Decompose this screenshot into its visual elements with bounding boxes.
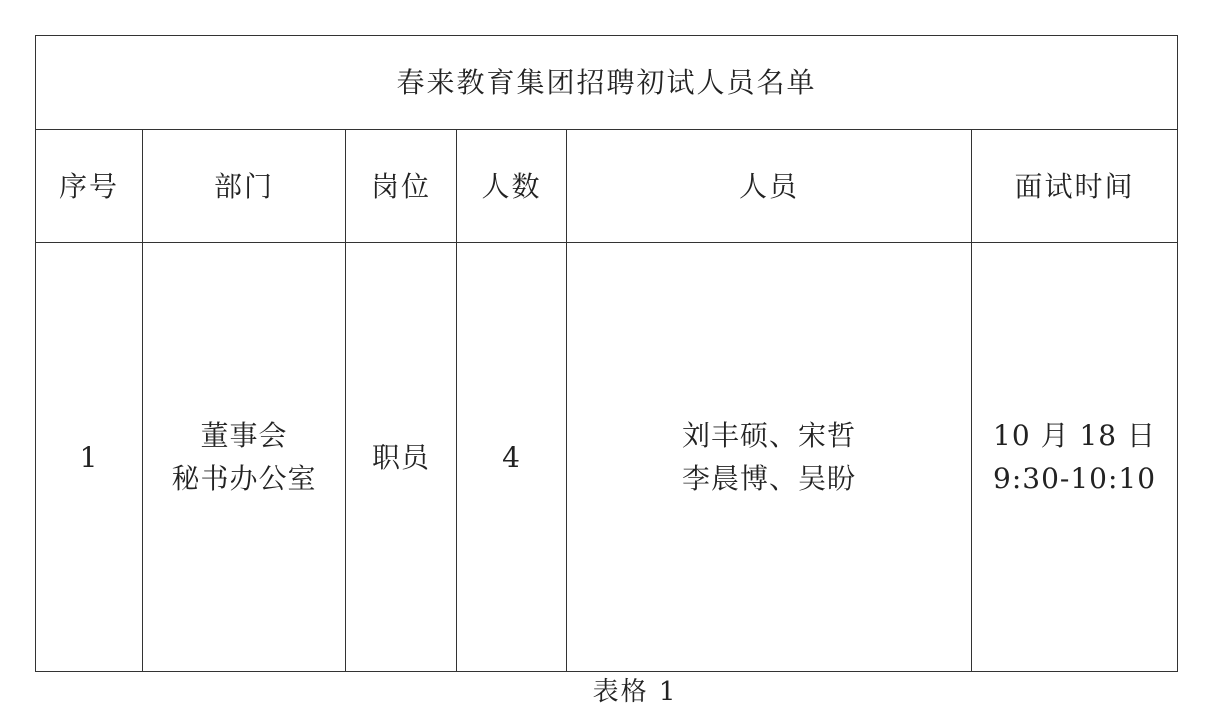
cell-time xyxy=(972,243,1178,672)
header-index: 序号 xyxy=(36,130,143,243)
header-people: 人员 xyxy=(567,130,972,243)
cell-position: 职员 xyxy=(346,243,457,672)
candidate-table xyxy=(35,35,1178,672)
table-row xyxy=(36,243,1178,672)
table-title: 春来教育集团招聘初试人员名单 xyxy=(36,36,1178,130)
header-count: 人数 xyxy=(457,130,567,243)
department-line: 秘书办公室 xyxy=(171,462,317,495)
people-line: 刘丰硕、宋哲 xyxy=(681,419,856,452)
cell-index: 1 xyxy=(36,243,143,672)
header-position: 岗位 xyxy=(346,130,457,243)
header-time: 面试时间 xyxy=(972,130,1178,243)
table-title-row xyxy=(36,36,1178,130)
time-date: 10 月 18 日 xyxy=(993,419,1157,452)
table-caption: 表格 1 xyxy=(592,677,678,707)
department-line: 董事会 xyxy=(200,419,288,452)
time-range: 9:30-10:10 xyxy=(993,462,1157,495)
cell-department xyxy=(143,243,346,672)
cell-people xyxy=(567,243,972,672)
table-header-row xyxy=(36,130,1178,243)
header-department: 部门 xyxy=(143,130,346,243)
cell-count: 4 xyxy=(457,243,567,672)
people-line: 李晨博、吴盼 xyxy=(681,462,856,495)
